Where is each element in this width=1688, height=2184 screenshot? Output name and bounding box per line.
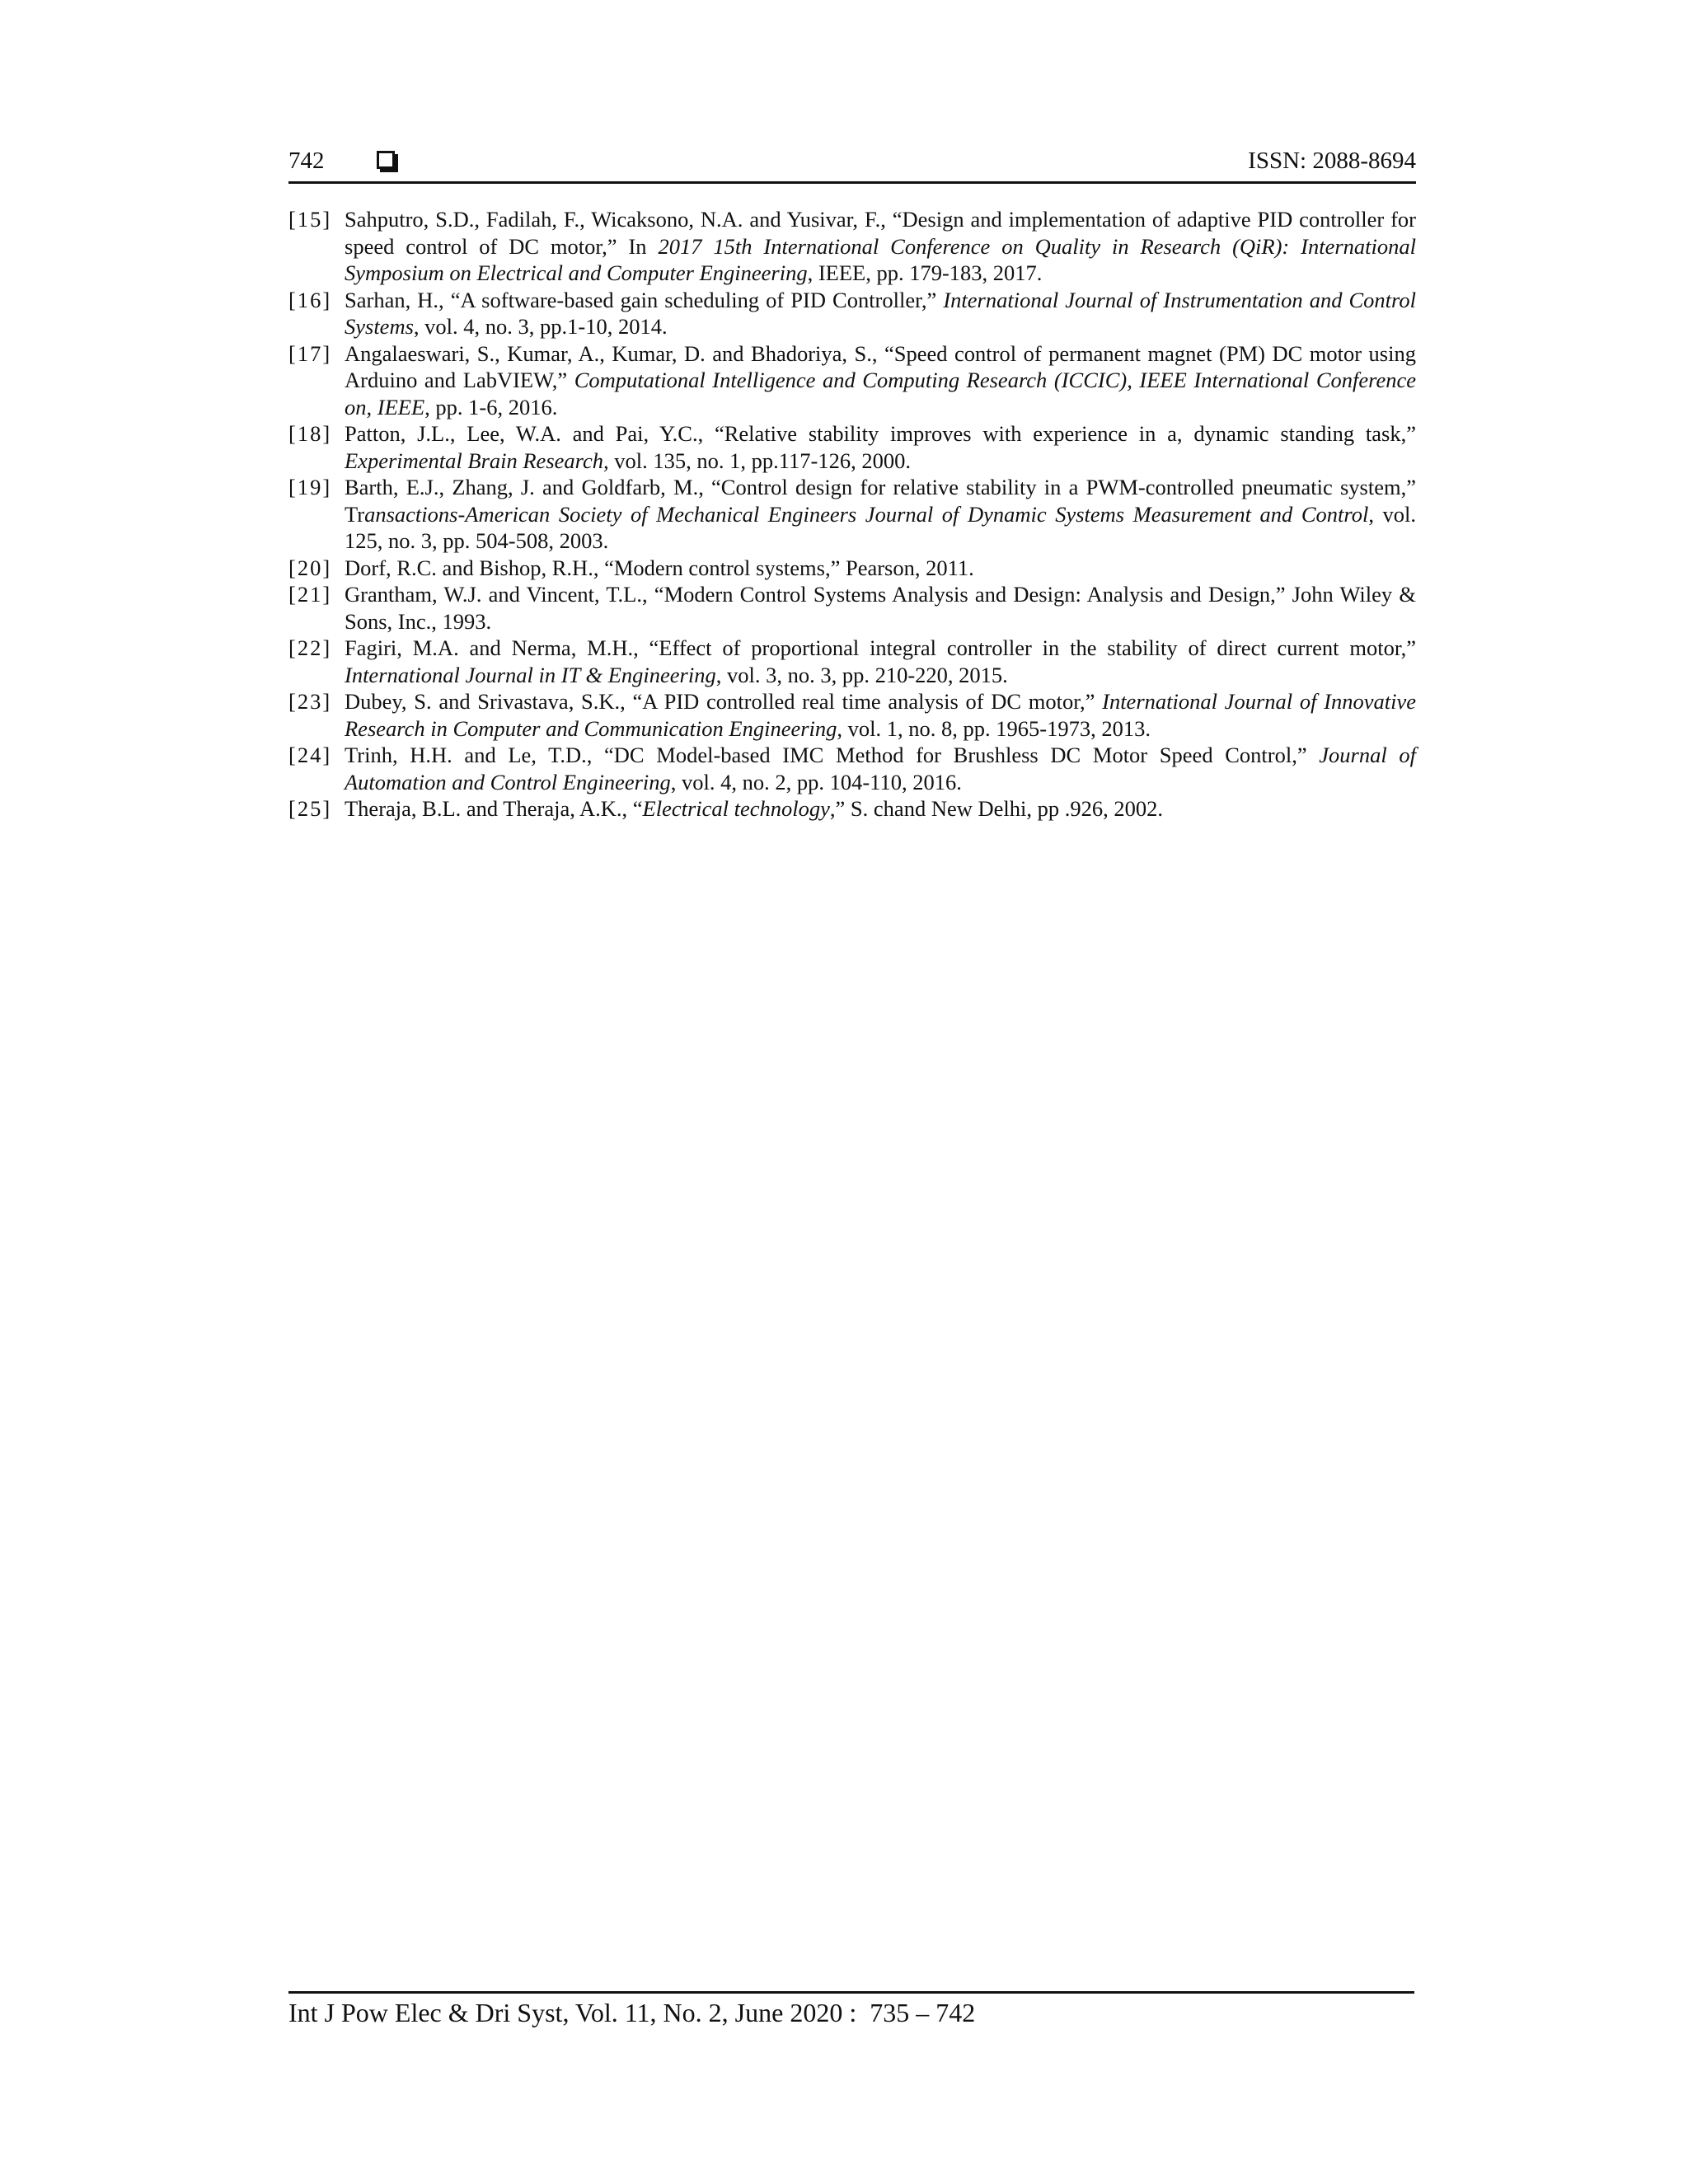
reference-number: [18]: [288, 421, 332, 446]
reference-number: [15]: [288, 207, 332, 232]
reference-list: [288, 206, 1416, 823]
reference-text: , vol. 1, no. 8, pp. 1965-1973, 2013.: [837, 715, 1151, 741]
reference-number: [23]: [288, 689, 332, 714]
reference-number: [25]: [288, 796, 332, 821]
reference-item: [288, 420, 1416, 474]
reference-text: , pp. 1-6, 2016.: [424, 394, 558, 419]
reference-item: [288, 688, 1416, 742]
header-rule: [288, 181, 1416, 184]
reference-source-italic: Experimental Brain Research,: [345, 448, 609, 473]
reference-number: [19]: [288, 475, 332, 499]
reference-item: [288, 581, 1416, 635]
reference-source-italic: International Journal in IT & Engineering: [345, 662, 716, 687]
reference-text: Fagiri, M.A. and Nerma, M.H., “Effect of proportional integral controller in the stability of direct current motor,”: [345, 635, 1416, 660]
reference-text: , vol. 4, no. 2, pp. 104-110, 2016.: [670, 769, 962, 794]
reference-number: [21]: [288, 582, 332, 607]
journal-citation-footer: Int J Pow Elec & Dri Syst, Vol. 11, No. 2, June 2020 : 735 – 742: [288, 1998, 976, 2027]
reference-text: Barth, E.J., Zhang, J. and Goldfarb, M., “Control design for relative stability in a PWM-controlled pneumatic system,” Tr: [345, 475, 1416, 527]
reference-item: [288, 340, 1416, 421]
reference-text: Dorf, R.C. and Bishop, R.H., “Modern control systems,” Pearson, 2011.: [345, 555, 974, 580]
reference-source-italic: Electrical technology: [642, 796, 830, 821]
reference-text: vol. 135, no. 1, pp.117-126, 2000.: [608, 448, 911, 473]
reference-text: , vol. 3, no. 3, pp. 210-220, 2015.: [715, 662, 1008, 687]
reference-item: [288, 287, 1416, 340]
reference-text: Sahputro, S.D., Fadilah, F., Wicaksono, N.A. and Yusivar, F., “Design and implementation of adaptive PID controller for speed control of DC motor,” In: [345, 207, 1416, 259]
reference-text: Trinh, H.H. and Le, T.D., “DC Model-based IMC Method for Brushless DC Motor Speed Control,”: [345, 743, 1320, 767]
reference-text: ,” S. chand New Delhi, pp .926, 2002.: [829, 796, 1163, 821]
reference-number: [22]: [288, 635, 332, 660]
reference-item: [288, 474, 1416, 555]
reference-item: [288, 795, 1416, 823]
reference-text: Theraja, B.L. and Theraja, A.K., “: [345, 796, 643, 821]
reference-text: Angalaeswari, S., Kumar, A., Kumar, D. and Bhadoriya, S., “Speed control of permanent magnet (PM) DC motor using Arduino and LabVIEW,”: [345, 340, 1416, 392]
reference-source-italic: Computational Intelligence and Computing Research (ICCIC), IEEE International Conference on, IEEE: [345, 368, 1417, 419]
reference-number: [17]: [288, 340, 332, 366]
reference-text: Patton, J.L., Lee, W.A. and Pai, Y.C., “Relative stability improves with experience in a, dynamic standing task,”: [345, 421, 1416, 446]
reference-source-italic: Journal of Automation and Control Engineering: [345, 743, 1416, 794]
reference-item: [288, 742, 1416, 795]
reference-text: , vol. 4, no. 3, pp.1-10, 2014.: [413, 314, 668, 339]
box-bullet-icon: [377, 151, 395, 169]
page-header: [288, 144, 1416, 182]
footer-rule: [288, 1991, 1414, 1994]
reference-source-italic: International Journal of Innovative Research in Computer and Communication Engineering: [345, 689, 1416, 741]
reference-source-italic: International Journal of Instrumentation and Control Systems: [345, 287, 1416, 339]
reference-source-italic: 2017 15th International Conference on Quality in Research (QiR): International Symposium on Electrical and Computer Engineering: [345, 233, 1416, 285]
reference-text: Sarhan, H., “A software-based gain scheduling of PID Controller,”: [345, 287, 944, 312]
page-number: 742: [288, 148, 325, 174]
reference-text: , IEEE, pp. 179-183, 2017.: [807, 260, 1043, 285]
reference-source-italic: ansactions-American Society of Mechanical Engineers Journal of Dynamic Systems Measurement and Control: [364, 501, 1369, 527]
reference-number: [16]: [288, 287, 332, 312]
reference-item: [288, 635, 1416, 688]
issn-label: ISSN: 2088-8694: [1248, 148, 1416, 174]
reference-number: [20]: [288, 555, 332, 580]
reference-text: Grantham, W.J. and Vincent, T.L., “Modern Control Systems Analysis and Design: Analysis and Design,” John Wiley & Sons, Inc., 1993.: [345, 582, 1416, 634]
reference-item: [288, 555, 1416, 582]
reference-text: , vol. 125, no. 3, pp. 504-508, 2003.: [345, 501, 1416, 553]
reference-number: [24]: [288, 743, 332, 767]
reference-item: [288, 206, 1416, 287]
reference-text: Dubey, S. and Srivastava, S.K., “A PID controlled real time analysis of DC motor,”: [345, 689, 1103, 714]
